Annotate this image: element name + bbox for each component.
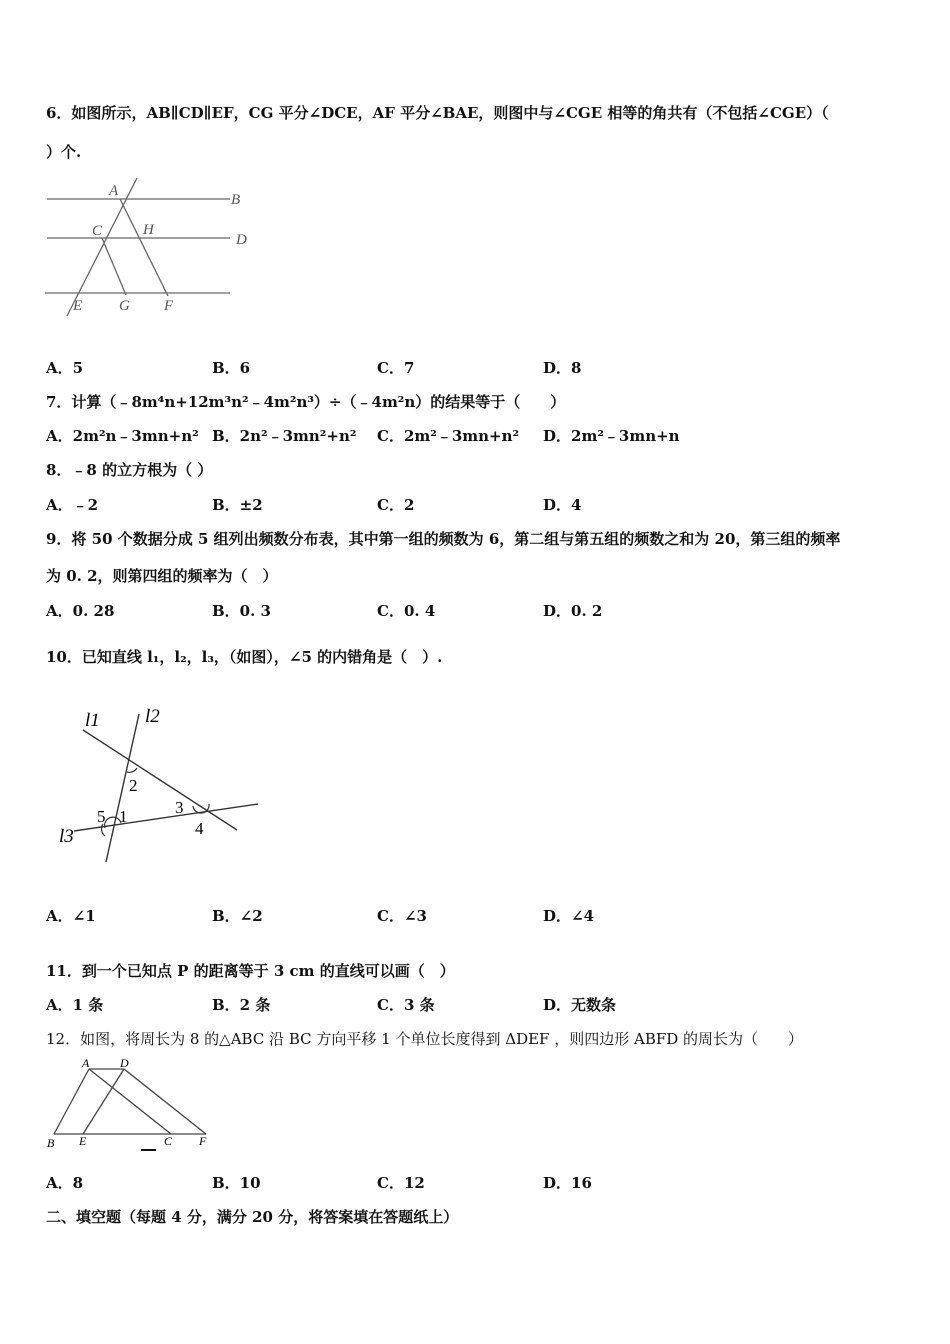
q12-label-e: E: [79, 1134, 87, 1148]
q6-figure: [40, 178, 260, 318]
q7-stem: 7．计算（﹣8m⁴n+12m³n²﹣4m²n³）÷（﹣4m²n）的结果等于（ ）: [46, 393, 566, 411]
q6-stem: 6．如图所示，AB∥CD∥EF，CG 平分∠DCE，AF 平分∠BAE，则图中与∠CGE 相等的角共有（不包括∠CGE）（: [46, 104, 829, 122]
q12-option-b[interactable]: B．10: [212, 1174, 261, 1192]
q6-label-c: C: [92, 223, 103, 239]
q6-label-e: E: [73, 298, 83, 314]
q12-label-d: D: [120, 1056, 129, 1070]
q8-option-d[interactable]: D．4: [543, 496, 582, 514]
q11-option-a[interactable]: A．1 条: [46, 996, 104, 1014]
q10-label-1: 1: [119, 807, 128, 826]
q6-label-g: G: [119, 298, 130, 314]
q10-option-c[interactable]: C．∠3: [377, 907, 427, 925]
q10-stem: 10．已知直线 l₁，l₂，l₃，（如图），∠5 的内错角是（ ）.: [46, 648, 443, 666]
q11-option-d[interactable]: D．无数条: [543, 996, 617, 1014]
q12-option-a[interactable]: A．8: [46, 1174, 84, 1192]
q9-option-a[interactable]: A．0. 28: [46, 602, 115, 620]
q10-label-l3: l3: [59, 826, 74, 847]
q8-option-c[interactable]: C．2: [377, 496, 415, 514]
q12-label-c: C: [164, 1134, 173, 1148]
q10-option-a[interactable]: A．∠1: [46, 907, 96, 925]
q12-stem: 12．如图，将周长为 8 的△ABC 沿 BC 方向平移 1 个单位长度得到 ΔDEF ，则四边形 ABFD 的周长为（ ）: [46, 1030, 804, 1048]
q10-label-2: 2: [129, 776, 138, 795]
q6-option-b[interactable]: B．6: [212, 359, 251, 377]
q10-label-3: 3: [175, 798, 184, 817]
q6-option-c[interactable]: C．7: [377, 359, 415, 377]
q8-option-a[interactable]: A．﹣2: [46, 496, 99, 514]
q9-stem: 9．将 50 个数据分成 5 组列出频数分布表，其中第一组的频数为 6，第二组与第五组的频数之和为 20，第三组的频率: [46, 530, 841, 548]
q12-figure: [46, 1056, 216, 1156]
q10-option-b[interactable]: B．∠2: [212, 907, 263, 925]
q9-option-d[interactable]: D．0. 2: [543, 602, 603, 620]
q6-label-b: B: [231, 192, 241, 208]
q11-option-c[interactable]: C．3 条: [377, 996, 435, 1014]
q10-label-4: 4: [195, 819, 204, 838]
q7-option-c[interactable]: C．2m²﹣3mn+n²: [377, 427, 520, 445]
q8-option-b[interactable]: B．±2: [212, 496, 263, 514]
q7-option-d[interactable]: D．2m²﹣3mn+n: [543, 427, 680, 445]
q12-option-c[interactable]: C．12: [377, 1174, 425, 1192]
q6-label-a: A: [109, 183, 119, 199]
section2-title: 二、填空题（每题 4 分，满分 20 分，将答案填在答题纸上）: [46, 1208, 459, 1226]
q12-label-b: B: [47, 1136, 55, 1150]
q12-label-f: F: [199, 1134, 207, 1148]
q9-option-b[interactable]: B．0. 3: [212, 602, 271, 620]
q6-label-h: H: [143, 222, 154, 238]
q10-label-5: 5: [97, 807, 106, 826]
q6-option-d[interactable]: D．8: [543, 359, 582, 377]
q6-label-d: D: [236, 232, 247, 248]
q8-stem: 8．﹣8 的立方根为（ ）: [46, 461, 213, 479]
q10-label-l2: l2: [145, 706, 160, 727]
q11-option-b[interactable]: B．2 条: [212, 996, 271, 1014]
q6-stem-tail: ）个.: [46, 143, 82, 161]
q6-label-f: F: [164, 298, 174, 314]
q9-option-c[interactable]: C．0. 4: [377, 602, 436, 620]
q10-figure: [55, 702, 275, 862]
q12-label-a: A: [82, 1056, 90, 1070]
q11-stem: 11．到一个已知点 P 的距离等于 3 cm 的直线可以画（ ）: [46, 962, 455, 980]
q9-stem-tail: 为 0. 2，则第四组的频率为（ ）: [46, 567, 278, 585]
q7-option-b[interactable]: B．2n²﹣3mn²+n²: [212, 427, 357, 445]
q10-option-d[interactable]: D．∠4: [543, 907, 595, 925]
q6-option-a[interactable]: A．5: [46, 359, 84, 377]
q10-label-l1: l1: [85, 710, 100, 731]
q7-option-a[interactable]: A．2m²n﹣3mn+n²: [46, 427, 199, 445]
q12-option-d[interactable]: D．16: [543, 1174, 592, 1192]
